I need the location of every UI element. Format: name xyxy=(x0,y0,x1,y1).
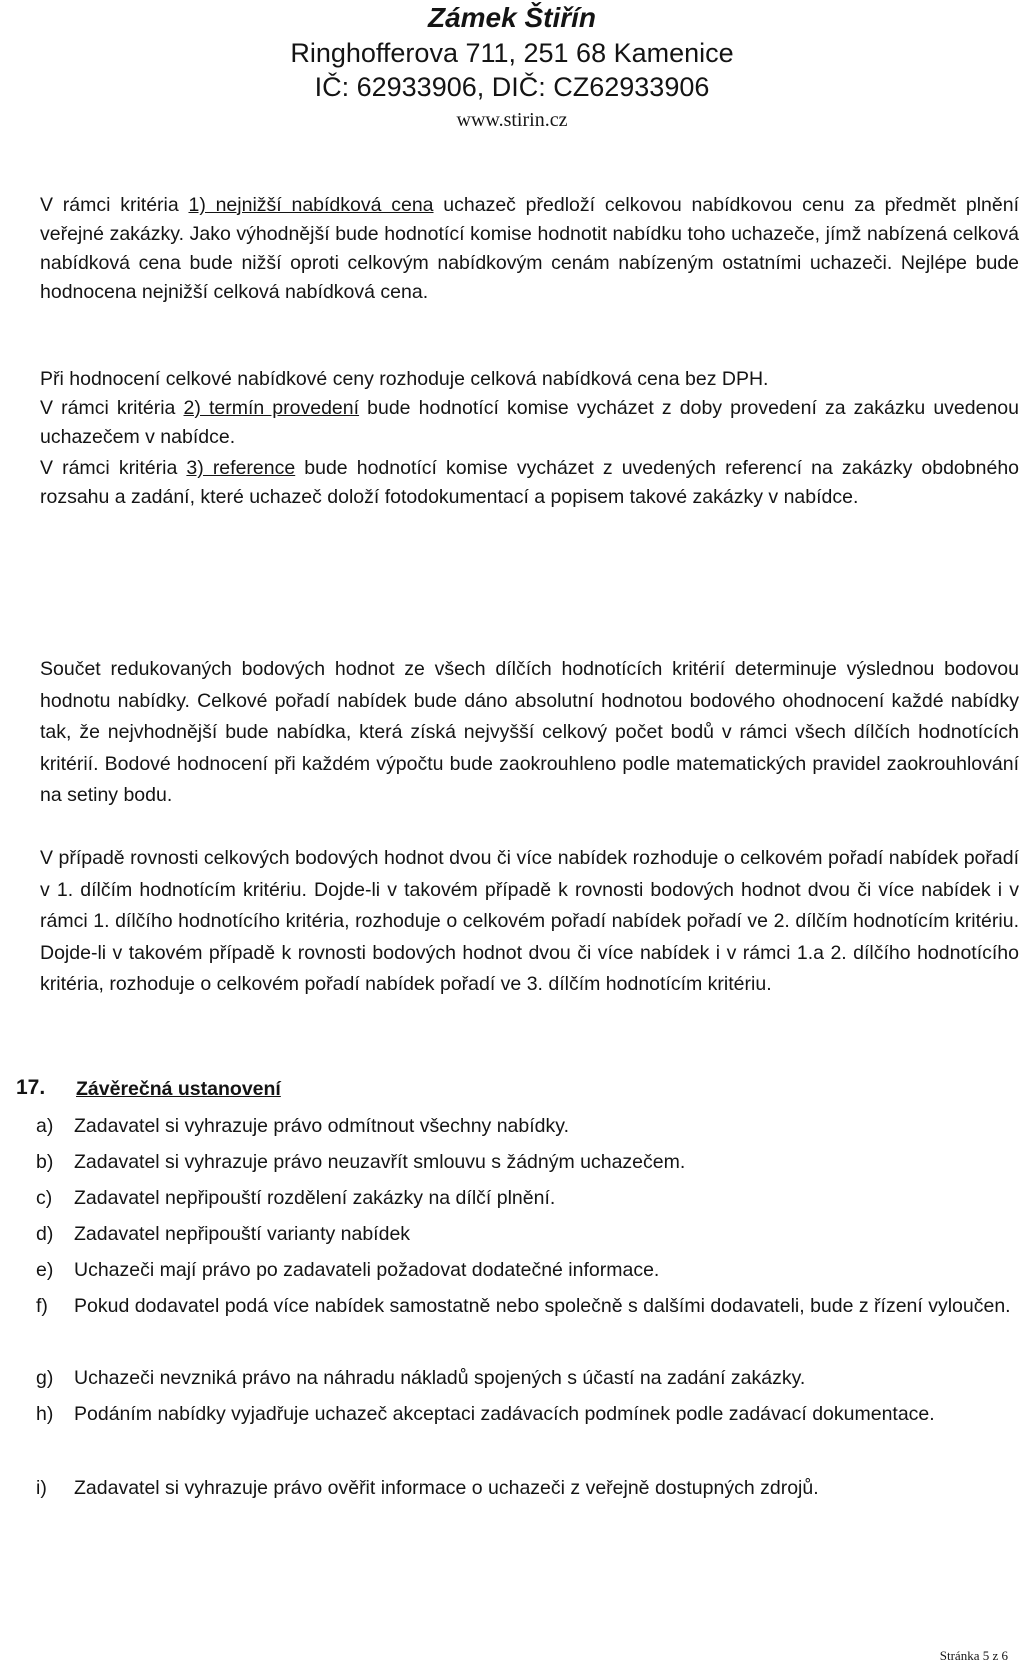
organization-address: Ringhofferova 711, 251 68 Kamenice xyxy=(290,38,734,68)
criterion-price-text: uchazeč předloží celkovou nabídkovou cenu za předmět plnění veřejné zakázky. Jako výhodnější bude hodnotící komise hodnotit nabídku toho uchazeče, jímž nabízená celková nabídková cena bude nižší oproti celkovým nabídkovým cenám nabízeným ostatními uchazeči. Nejlépe bude hodnocena nejnižší celková nabídková cena. xyxy=(40,194,1019,303)
list-item-letter: h) xyxy=(36,1403,54,1425)
list-item-text: Podáním nabídky vyjadřuje uchazeč akceptaci zadávacích podmínek podle zadávací dokumentace. xyxy=(74,1403,935,1425)
tie-break-paragraph: V případě rovnosti celkových bodových hodnot dvou či více nabídek rozhoduje o celkovém pořadí nabídek pořadí v 1. dílčím hodnotícím kritériu. Dojde-li v takovém případě k rovnosti bodových hodnot dvou či více nabídek i v rámci 1. dílčího hodnotícího kritéria, rozhoduje o celkovém pořadí nabídek pořadí ve 2. dílčím hodnotícím kritériu. Dojde-li v takovém případě k rovnosti bodových hodnot dvou či více nabídek i v rámci 1.a 2. dílčího hodnotícího kritéria, rozhoduje o celkovém pořadí nabídek pořadí ve 3. dílčím hodnotícím kritériu. xyxy=(40,847,1019,995)
criterion-term-paragraph xyxy=(40,394,1019,452)
list-item-letter: g) xyxy=(36,1367,54,1389)
list-item-text: Zadavatel nepřipouští rozdělení zakázky na dílčí plnění. xyxy=(74,1187,556,1209)
criterion-term-label: 2) termín provedení xyxy=(183,397,360,419)
criterion-reference-text: bude hodnotící komise vycházet z uvedených referencí na zakázky obdobného rozsahu a zadání, které uchazeč doloží fotodokumentací a popisem takové zakázky v nabídce. xyxy=(40,457,1020,508)
criterion-price-paragraph xyxy=(40,191,1019,307)
list-item-letter: f) xyxy=(36,1295,48,1317)
section-title: Závěrečná ustanovení xyxy=(76,1078,281,1100)
list-item-text: Uchazeči nevzniká právo na náhradu nákladů spojených s účastí na zadání zakázky. xyxy=(74,1367,806,1389)
list-item-text: Zadavatel nepřipouští varianty nabídek xyxy=(74,1223,411,1245)
list-item xyxy=(36,1218,1020,1250)
criterion-reference-label: 3) reference xyxy=(186,457,296,479)
list-item xyxy=(36,1146,1020,1178)
list-item-letter: d) xyxy=(36,1223,54,1245)
criterion-term-text: bude hodnotící komise vycházet z doby provedení za zakázku uvedenou uchazečem v nabídce. xyxy=(40,397,1019,448)
organization-website: www.stirin.cz xyxy=(456,109,568,131)
list-item xyxy=(36,1362,1020,1394)
list-item xyxy=(36,1254,1020,1286)
organization-name: Zámek Štiřín xyxy=(427,2,597,33)
list-item xyxy=(36,1472,1020,1504)
list-item-letter: e) xyxy=(36,1259,54,1281)
list-item-text: Zadavatel si vyhrazuje právo neuzavřít smlouvu s žádným uchazečem. xyxy=(74,1151,686,1173)
list-item-text: Zadavatel si vyhrazuje právo odmítnout všechny nabídky. xyxy=(74,1115,569,1137)
page-number: Stránka 5 z 6 xyxy=(939,1648,1008,1663)
criterion-price-intro: V rámci kritéria xyxy=(40,194,189,216)
vat-note-paragraph: Při hodnocení celkové nabídkové ceny rozhoduje celková nabídková cena bez DPH. xyxy=(40,368,769,390)
criterion-reference-paragraph xyxy=(40,454,1019,512)
list-item-text: Zadavatel si vyhrazuje právo ověřit informace o uchazeči z veřejně dostupných zdrojů. xyxy=(74,1477,819,1499)
scoring-paragraph: Součet redukovaných bodových hodnot ze všech dílčích hodnotících kritérií determinuje výslednou bodovou hodnotu nabídky. Celkové pořadí nabídek bude dáno absolutní hodnotou bodového ohodnocení každé nabídky tak, že nejvhodnější bude nabídka, která získá nejvyšší celkový počet bodů v rámci všech dílčích hodnotících kritérií. Bodové hodnocení při každém výpočtu bude zaokrouhleno podle matematických pravidel zaokrouhlování na setiny bodu. xyxy=(40,658,1019,806)
list-item-text: Pokud dodavatel podá více nabídek samostatně nebo společně s dalšími dodavateli, bude z řízení vyloučen. xyxy=(74,1295,1011,1317)
criterion-term-intro: V rámci kritéria xyxy=(40,397,184,419)
list-item-letter: i) xyxy=(36,1477,47,1499)
criterion-price-label: 1) nejnižší nabídková cena xyxy=(188,194,434,216)
list-item xyxy=(36,1182,1020,1214)
list-item xyxy=(36,1110,1020,1142)
list-item-letter: c) xyxy=(36,1187,53,1209)
list-item xyxy=(36,1290,1020,1322)
section-number: 17. xyxy=(16,1076,46,1099)
list-item-letter: a) xyxy=(36,1115,54,1137)
list-item xyxy=(36,1398,1020,1430)
organization-ids: IČ: 62933906, DIČ: CZ62933906 xyxy=(314,72,710,102)
list-item-letter: b) xyxy=(36,1151,54,1173)
criterion-reference-intro: V rámci kritéria xyxy=(40,457,187,479)
list-item-text: Uchazeči mají právo po zadavateli požadovat dodatečné informace. xyxy=(74,1259,660,1281)
